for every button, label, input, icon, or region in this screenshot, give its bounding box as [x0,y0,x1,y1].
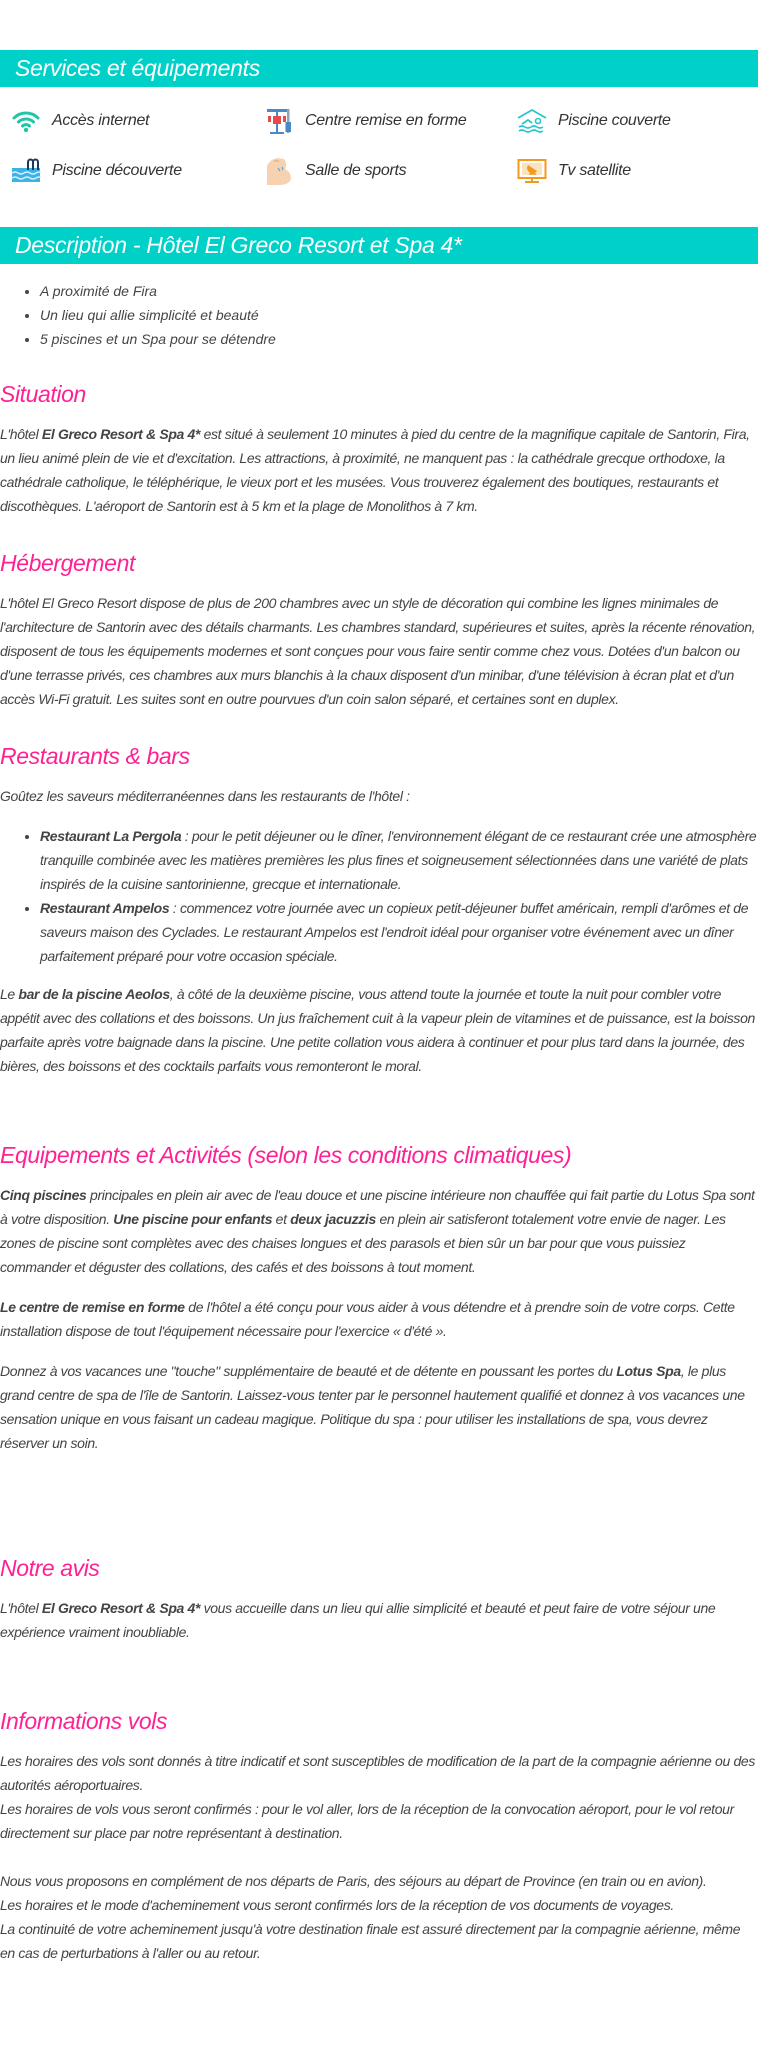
text: principales en plein air avec de l'eau douce et une piscine intérieure non chauffée qui fait partie du Lotus Spa sont à votre disposition. [0,1187,755,1227]
restaurants-list [0,824,758,968]
bold-text: Le centre de remise en forme [0,1299,185,1315]
restaurant-desc: : pour le petit déjeuner ou le dîner, l'environnement élégant de ce restaurant crée une atmosphère tranquille combinée avec les matières premières les plus fines et soigneusement sélectionnées dans une variété de plats inspirés de la cuisine santorinienne, grecque et internationale. [40,828,757,892]
service-item-outdoor-pool [10,157,263,185]
hebergement-text: L'hôtel El Greco Resort dispose de plus de 200 chambres avec un style de décoration qui combine les lignes minimales de l'architecture de Santorin avec des détails charmants. Les chambres standard, supérieures et suites, après la récente rénovation, disposent de tous les équipements modernes et sont conçues pour vous faire sentir comme chez vous. Dotées d'un balcon ou d'une terrasse privés, ces chambres aux murs blanchis à la chaux disposent d'un minibar, d'une télévision à écran plat et d'un accès Wi-Fi gratuit. Les suites sont en outre pourvues d'un coin salon séparé, et certaines sont en duplex. [0,595,756,707]
text: Donnez à vos vacances une "touche" supplémentaire de beauté et de détente en poussant les portes du [0,1363,617,1379]
service-label: Accès internet [52,112,150,129]
situation-text [0,422,758,518]
restaurant-name: Restaurant La Pergola [40,828,182,844]
restaurants-intro: Goûtez les saveurs méditerranéennes dans les restaurants de l'hôtel : [0,788,410,804]
restaurant-item [40,896,758,968]
situation-section [0,381,758,518]
section-heading-avis: Notre avis [0,1555,100,1581]
highlight-item: • Un lieu qui allie simplicité et beauté [40,303,758,327]
text: Les horaires des vols sont donnés à titre indicatif et sont susceptibles de modification de la part de la compagnie aérienne ou des autorités aéroportuaires. [0,1753,755,1793]
satellite-tv-icon [516,157,548,185]
text: et [272,1211,291,1227]
service-label: Centre remise en forme [305,112,467,129]
service-item-internet [10,107,263,135]
text: Le [0,986,19,1002]
restaurant-name: Restaurant Ampelos [40,900,170,916]
description-header: Description - Hôtel El Greco Resort et Spa 4* [0,227,758,264]
highlight-item: • 5 piscines et un Spa pour se détendre [40,327,758,351]
service-item-satellite-tv [516,157,758,185]
equipements-section [0,1142,758,1455]
hotel-name-bold: El Greco Resort & Spa 4* [41,1600,201,1616]
services-header: Services et équipements [0,50,758,87]
fitness-text [0,1295,758,1343]
bold-text: deux jacuzzis [290,1211,376,1227]
text: de l'hôtel a été conçu pour vous aider à vous détendre et à prendre soin de votre corps. Cette installation dispose de tout l'équipement nécessaire pour l'exercice « d'été ». [0,1299,735,1339]
text: La continuité de votre acheminement jusqu'à votre destination finale est assuré directement par la compagnie aérienne, même en cas de perturbations à l'aller ou au retour. [0,1921,741,1961]
section-heading-situation: Situation [0,381,86,407]
restaurant-item [40,824,758,896]
service-label: Piscine couverte [558,112,671,129]
bar-name: bar de la piscine Aeolos [18,986,170,1002]
fitness-machine-icon [263,107,295,135]
service-label: Salle de sports [305,162,407,179]
vols-text-a [0,1749,758,1845]
spa-text [0,1359,758,1455]
highlights-list [0,279,758,351]
section-heading-equipements: Equipements et Activités (selon les conditions climatiques) [0,1142,572,1168]
services-grid [0,107,758,185]
bold-text: Lotus Spa [616,1363,681,1379]
text: est situé à seulement 10 minutes à pied du centre de la magnifique capitale de Santorin, Fira, un lieu animé plein de vie et d'excitation. Les attractions, à proximité, ne manquent pas : la cathédrale grecque orthodoxe, la cathédrale catholique, le téléphérique, le vieux port et les musées. Vous trouverez également des boutiques, restaurants et discothèques. L'aéroport de Santorin est à 5 km et la plage de Monolithos à 7 km. [0,426,750,514]
bold-text: Cinq piscines [0,1187,87,1203]
bar-text [0,982,758,1078]
avis-section [0,1555,758,1644]
restaurant-desc: : commencez votre journée avec un copieux petit-déjeuner buffet américain, rempli d'arômes et de saveurs maison des Cyclades. Le restaurant Ampelos est l'endroit idéal pour organiser votre événement avec un dîner parfaitement préparé pour votre occasion spéciale. [40,900,749,964]
hotel-name-bold: El Greco Resort & Spa 4* [41,426,201,442]
text: Les horaires de vols vous seront confirmés : pour le vol aller, lors de la réception de la convocation aéroport, pour le vol retour directement sur place par notre représentant à destination. [0,1801,734,1841]
muscle-arm-icon [263,157,295,185]
text: , à côté de la deuxième piscine, vous attend toute la journée et toute la nuit pour combler votre appétit avec des collations et des boissons. Un jus fraîchement cuit à la vapeur plein de vitamines et de puissance, est la boisson parfaite après votre baignade dans la piscine. Une petite collation vous aidera à continuer et pour plus tard dans la journée, des bières, des boissons et des cocktails parfaits vous remonteront le moral. [0,986,755,1074]
service-item-indoor-pool [516,107,758,135]
section-heading-vols: Informations vols [0,1708,168,1734]
bold-text: Une piscine pour enfants [113,1211,273,1227]
avis-text [0,1596,758,1644]
text: en plein air satisferont totalement votre envie de nager. Les zones de piscine sont complètes avec des chaises longues et des parasols et bien sûr un bar pour que vous puissiez commander et déguster des collations, des cafés et des boissons à tout moment. [0,1211,726,1275]
indoor-pool-icon [516,107,548,135]
vols-text-b [0,1869,758,1965]
service-item-fitness [263,107,516,135]
text: Les horaires et le mode d'acheminement vous seront confirmés lors de la réception de vos documents de voyages. [0,1897,674,1913]
section-heading-restaurants: Restaurants & bars [0,743,190,769]
text: Nous vous proposons en complément de nos départs de Paris, des séjours au départ de Province (en train ou en avion). [0,1873,707,1889]
service-label: Piscine découverte [52,162,182,179]
text: , le plus grand centre de spa de l'île de Santorin. Laissez-vous tenter par le personnel hautement qualifié et donnez à vos vacances une sensation unique en vous faisant un cadeau magique. Politique du spa : pour utiliser les installations de spa, vous devrez réserver un soin. [0,1363,745,1451]
service-label: Tv satellite [558,162,631,179]
vols-section [0,1708,758,1965]
wifi-icon [10,107,42,135]
outdoor-pool-icon [10,157,42,185]
text: vous accueille dans un lieu qui allie simplicité et beauté et peut faire de votre séjour une expérience vraiment inoubliable. [0,1600,716,1640]
pools-text [0,1183,758,1279]
restaurants-section [0,743,758,1078]
section-heading-hebergement: Hébergement [0,550,135,576]
text: L'hôtel [0,1600,42,1616]
hebergement-section [0,550,758,711]
highlight-item: • A proximité de Fira [40,279,758,303]
service-item-gym [263,157,516,185]
text: L'hôtel [0,426,42,442]
